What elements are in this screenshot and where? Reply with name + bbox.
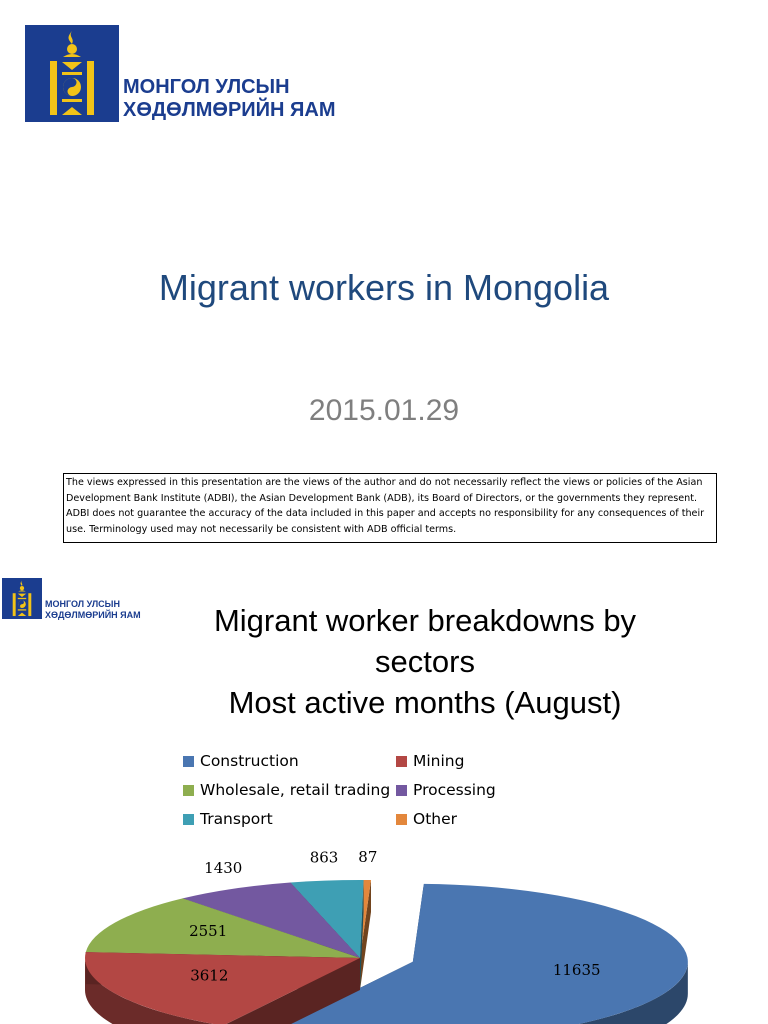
legend-item-processing (396, 781, 496, 799)
pie-data-label: 87 (358, 848, 378, 867)
pie-data-label: 1430 (204, 859, 243, 878)
pie-data-label: 11635 (552, 961, 601, 980)
legend-label: Processing (413, 781, 496, 799)
chart-slide-title-line1: Migrant worker breakdowns by (213, 603, 637, 638)
legend-swatch (183, 785, 194, 796)
ministry-name (123, 76, 336, 122)
legend-swatch (396, 814, 407, 825)
pie-data-label: 2551 (189, 921, 228, 940)
legend-label: Mining (413, 752, 465, 770)
ministry-name-small-line2: ХӨДӨЛМӨРИЙН ЯАМ (45, 610, 141, 620)
slide-title: Migrant workers in Mongolia (158, 267, 610, 308)
legend-label: Wholesale, retail trading (200, 781, 391, 799)
chart-slide-title-line3: Most active months (August) (228, 685, 622, 720)
pie-data-label: 3612 (190, 966, 229, 985)
legend-swatch (396, 756, 407, 767)
legend-swatch (183, 814, 194, 825)
soyombo-emblem-icon (25, 25, 119, 122)
legend-item-mining (396, 752, 464, 770)
legend-item-wholesale-retail-trading (183, 781, 390, 799)
slide-date: 2015.01.29 (308, 394, 460, 427)
legend-swatch (183, 756, 194, 767)
ministry-logo (25, 25, 119, 122)
legend-item-other (396, 810, 457, 828)
ministry-name-small (45, 599, 141, 621)
chart-slide-title (170, 600, 680, 723)
legend-swatch (396, 785, 407, 796)
soyombo-emblem-icon-small (2, 578, 42, 619)
ministry-logo-small (2, 578, 42, 619)
disclaimer-box: The views expressed in this presentation are the views of the author and do not necessarily reflect the views or policies of the Asian Development Bank Institute (ADBI), the Asian Development Bank (ADB), its Board of Directors, or the governments they represent. ADBI does not guarantee the accuracy of the data included in this paper and accepts no responsibility for any consequences of their use. Terminology used may not necessarily be consistent with ADB official terms. (63, 473, 717, 543)
legend-label: Other (413, 810, 458, 828)
pie-chart (0, 840, 768, 1024)
legend-label: Construction (200, 752, 299, 770)
legend-label: Transport (200, 810, 273, 828)
ministry-name-small-line1: МОНГОЛ УЛСЫН (45, 599, 120, 609)
ministry-name-line2: ХӨДӨЛМӨРИЙН ЯАМ (123, 99, 336, 121)
chart-slide-title-line2: sectors (375, 644, 475, 679)
pie-data-label: 863 (309, 848, 339, 867)
legend-item-construction (183, 752, 299, 770)
legend-item-transport (183, 810, 273, 828)
ministry-name-line1: МОНГОЛ УЛСЫН (123, 76, 290, 98)
